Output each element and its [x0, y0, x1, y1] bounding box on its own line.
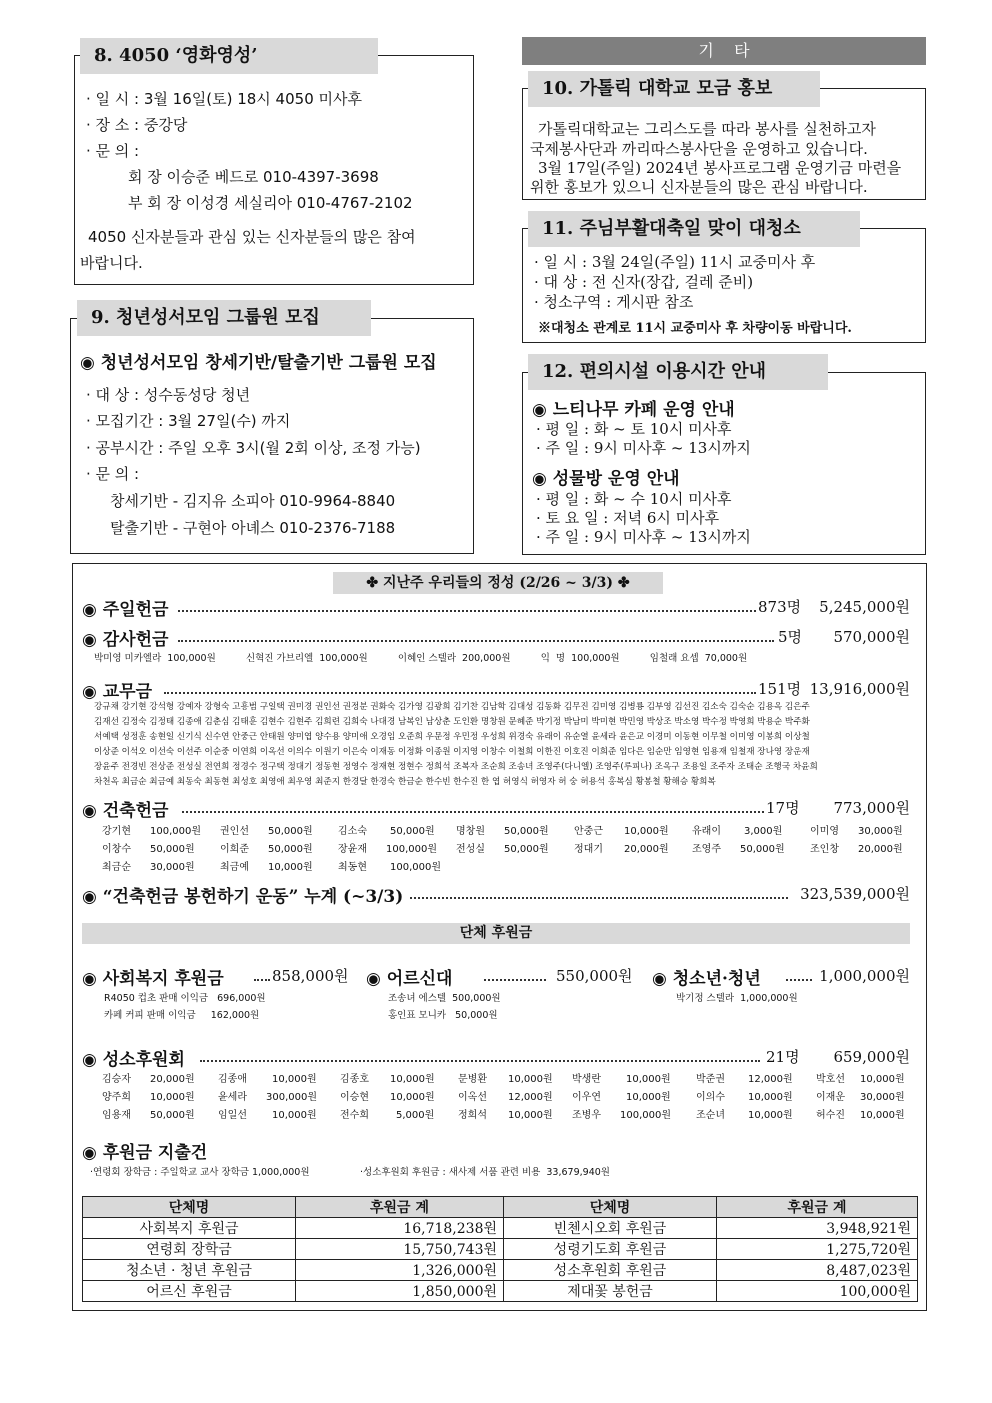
table-cell: 사회복지 후원금 [83, 1218, 296, 1239]
table-cell: 8,487,023원 [717, 1260, 918, 1281]
vocation-support-amount: 659,000원 [833, 1048, 910, 1066]
thanks-offering-leader [178, 640, 774, 642]
s10-line-4: 위한 홍보가 있으니 신자분들의 많은 관심 바랍니다. [530, 178, 868, 196]
donor-name: 김종애 [218, 1074, 247, 1085]
donor-name: 임일선 [218, 1110, 247, 1121]
etc-header-label: 기 타 [698, 41, 750, 60]
donor-name: 안중근 [574, 826, 603, 837]
vocation-support-label: ◉ 성소후원회 [82, 1050, 185, 1070]
donor-name: 조순녀 [696, 1110, 725, 1121]
donor-name: 정희석 [458, 1110, 487, 1121]
donor-amount: 10,000원 [626, 1074, 671, 1085]
s9-subheading: ◉ 청년성서모임 창세기반/탈출기반 그룹원 모집 [80, 353, 437, 373]
donor-amount: 10,000원 [272, 1074, 317, 1085]
s10-line-2: 국제봉사단과 까리따스봉사단을 운영하고 있습니다. [530, 140, 868, 158]
s9-target: · 대 상 : 성수동성당 청년 [86, 386, 251, 404]
table-row [83, 1260, 918, 1281]
youth-detail-1: 박기정 스텔라 1,000,000원 [676, 993, 798, 1004]
donor-name: 박호선 [816, 1074, 845, 1085]
table-cell: 1,275,720원 [717, 1239, 918, 1260]
table-header: 후원금 계 [717, 1197, 918, 1218]
vocation-support-count: 21명 [766, 1048, 800, 1066]
donor-amount: 50,000원 [268, 844, 313, 855]
section-12-title: 12. 편의시설 이용시간 안내 [528, 354, 828, 390]
campaign-label: ◉ “건축헌금 봉헌하기 운동” 누계 (~3/3) [82, 887, 404, 907]
building-offering-leader [182, 811, 764, 813]
donor-amount: 100,000원 [150, 826, 202, 837]
thanks-offering-label: ◉ 감사헌금 [82, 630, 169, 650]
sunday-offering-leader [178, 610, 756, 612]
donor-amount: 12,000원 [508, 1092, 553, 1103]
donor-name: 양주희 [102, 1092, 131, 1103]
donor-name: 유래이 [692, 826, 721, 837]
donor-name: 박준권 [696, 1074, 725, 1085]
s8-date: · 일 시 : 3월 16일(토) 18시 4050 미사후 [86, 90, 362, 108]
donor-amount: 10,000원 [390, 1074, 435, 1085]
donor-amount: 50,000원 [150, 844, 195, 855]
table-header-row [83, 1197, 918, 1218]
donor-name: 김종호 [340, 1074, 369, 1085]
donor-amount: 50,000원 [390, 826, 435, 837]
donor-name: 장윤재 [338, 844, 367, 855]
donor-amount: 20,000원 [150, 1074, 195, 1085]
donor-name: 김승자 [102, 1074, 131, 1085]
donor-name: 이우연 [572, 1092, 601, 1103]
donor-name: 최동현 [338, 862, 367, 873]
s12-shop-weekday: · 평 일 : 화 ~ 수 10시 미사후 [536, 490, 732, 508]
youth-amount: 1,000,000원 [819, 967, 910, 985]
elder-detail-2: 홍인표 모니카 50,000원 [388, 1010, 498, 1021]
donor-amount: 10,000원 [150, 1092, 195, 1103]
table-cell: 성령기도회 후원금 [504, 1239, 717, 1260]
table-cell: 3,948,921원 [717, 1218, 918, 1239]
table-row [83, 1281, 918, 1302]
campaign-leader [410, 897, 788, 899]
thanks-offering-amount: 570,000원 [833, 628, 910, 646]
table-row [83, 1218, 918, 1239]
donor-name: 박생란 [572, 1074, 601, 1085]
s11-area: · 청소구역 : 게시판 참조 [534, 293, 694, 311]
sunday-offering-amount: 5,245,000원 [819, 598, 910, 616]
donor-name: 이옥선 [458, 1092, 487, 1103]
parish-due-label: ◉ 교무금 [82, 682, 153, 702]
campaign-amount: 323,539,000원 [800, 885, 910, 903]
building-donor-grid [102, 822, 912, 878]
s9-period: · 모집기간 : 3월 27일(수) 까지 [86, 412, 291, 430]
donor-name: 조병우 [572, 1110, 601, 1121]
section-11-title: 11. 주님부활대축일 맞이 대청소 [528, 211, 860, 247]
donor-name: 임용재 [102, 1110, 131, 1121]
donor-amount: 10,000원 [860, 1074, 905, 1085]
table-cell: 15,750,743원 [296, 1239, 504, 1260]
donor-name: 이희준 [220, 844, 249, 855]
parish-names-line: 장윤주 전경빈 전상준 전성실 전연희 정경수 정구택 정대기 정동현 정영수 정재현 정현수 정희석 조복자 조순희 조송녀 조영주(다니엘) 조영주(루피나) 조옥구 조용일 조주자 조태순 조행국 차윤희 [94, 762, 818, 772]
donor-name: 문병환 [458, 1074, 487, 1085]
donor-name: 명창원 [456, 826, 485, 837]
table-header: 단체명 [504, 1197, 717, 1218]
parish-due-names [94, 700, 904, 790]
sunday-offering-label: ◉ 주일헌금 [82, 600, 169, 620]
donor-name: 최금예 [220, 862, 249, 873]
s11-target: · 대 상 : 전 신자(장갑, 걸레 준비) [534, 273, 754, 291]
parish-due-leader [164, 692, 756, 694]
donor-amount: 10,000원 [748, 1110, 793, 1121]
expense-detail-1: ·연령회 장학금 : 주일학교 교사 장학금 1,000,000원 [90, 1167, 310, 1178]
donor-amount: 300,000원 [266, 1092, 318, 1103]
welfare-leader [254, 979, 270, 981]
donor-name: 최금순 [102, 862, 131, 873]
table-cell: 16,718,238원 [296, 1218, 504, 1239]
table-header: 후원금 계 [296, 1197, 504, 1218]
table-cell: 1,326,000원 [296, 1260, 504, 1281]
s11-note: ※대청소 관계로 11시 교중미사 후 차량이동 바랍니다. [538, 321, 852, 336]
donor-amount: 100,000원 [390, 862, 442, 873]
s12-cafe-sunday: · 주 일 : 9시 미사후 ~ 13시까지 [536, 439, 751, 457]
table-cell: 빈첸시오회 후원금 [504, 1218, 717, 1239]
youth-label: ◉ 청소년·청년 [652, 969, 761, 989]
donor-name: 이미영 [810, 826, 839, 837]
donor-amount: 50,000원 [268, 826, 313, 837]
donor-name: 조인창 [810, 844, 839, 855]
donor-amount: 10,000원 [268, 862, 313, 873]
elder-label: ◉ 어르신대 [366, 969, 453, 989]
donor-name: 이의수 [696, 1092, 725, 1103]
youth-leader [786, 979, 812, 981]
elder-leader [484, 979, 546, 981]
parish-names-line: 이상준 이석오 이선숙 이선주 이순중 이연희 이옥선 이의수 이원기 이은숙 이재동 이정화 이종원 이지영 이창수 이철희 이한진 이호진 이희준 임다은 임순만 임영현 임용재 임철재 장나영 장운재 [94, 747, 810, 757]
section-9-title: 9. 청년성서모임 그룹원 모집 [77, 300, 371, 336]
s12-cafe-weekday: · 평 일 : 화 ~ 토 10시 미사후 [536, 420, 732, 438]
s9-study-time: · 공부시간 : 주일 오후 3시(월 2회 이상, 조정 가능) [86, 439, 421, 457]
donor-amount: 30,000원 [860, 1092, 905, 1103]
donor-amount: 3,000원 [744, 826, 783, 837]
s8-para-2: 바랍니다. [80, 254, 143, 272]
parish-names-line: 강규채 강기현 강석형 강예자 강형숙 고흥범 구일택 권미경 권인선 권정분 권화숙 김가영 김광희 김기찬 김남학 김대성 김동화 김무진 김미영 김병룡 김부영 김선진 김소숙 김숙순 김용옥 김은주 [94, 702, 810, 712]
donor-amount: 30,000원 [150, 862, 195, 873]
s12-shop-sunday: · 주 일 : 9시 미사후 ~ 13시까지 [536, 528, 751, 546]
welfare-amount: 858,000원 [272, 967, 349, 985]
donor-amount: 10,000원 [272, 1110, 317, 1121]
donor-amount: 5,000원 [396, 1110, 435, 1121]
donor-amount: 30,000원 [858, 826, 903, 837]
donor-amount: 10,000원 [508, 1110, 553, 1121]
expense-label: ◉ 후원금 지출건 [82, 1143, 208, 1163]
s8-para-1: 4050 신자분들과 관심 있는 신자분들의 많은 참여 [88, 228, 416, 246]
donor-amount: 10,000원 [508, 1074, 553, 1085]
donor-amount: 20,000원 [858, 844, 903, 855]
table-cell: 성소후원회 후원금 [504, 1260, 717, 1281]
donor-name: 김소숙 [338, 826, 367, 837]
donor-name: 권인선 [220, 826, 249, 837]
parish-names-line: 차천옥 최금순 최금예 최동숙 최동현 최성호 최영애 최우영 최준지 한경달 한경숙 한금순 한수빈 한수진 한 엽 허영식 허영자 허 숭 허용석 홍복심 황봉철 황해승 황희복 [94, 777, 716, 787]
donor-name: 조영주 [692, 844, 721, 855]
building-offering-count: 17명 [766, 799, 800, 817]
donor-name: 전성실 [456, 844, 485, 855]
donor-amount: 10,000원 [624, 826, 669, 837]
donor-name: 이재운 [816, 1092, 845, 1103]
group-title: 단체 후원금 [459, 925, 533, 941]
donor-amount: 50,000원 [740, 844, 785, 855]
s8-contact-vice: 부 회 장 이성경 세실리아 010-4767-2102 [128, 194, 413, 212]
table-cell: 연령회 장학금 [83, 1239, 296, 1260]
s9-contact-genesis: 창세기반 - 김지유 소피아 010-9964-8840 [110, 492, 396, 510]
donor-name: 전수희 [340, 1110, 369, 1121]
table-cell: 1,850,000원 [296, 1281, 504, 1302]
section-8-title: 8. 4050 ‘영화영성’ [80, 38, 378, 74]
parish-names-line: 김재선 김정숙 김정태 김종애 김춘심 김태훈 김현수 김현주 김희련 김희숙 나대경 남복인 남상춘 도인환 명창원 문혜준 박기정 박남미 박미현 박민영 박상조 박소영 박수정 박영희 박용순 박주화 [94, 717, 810, 727]
donor-amount: 10,000원 [390, 1092, 435, 1103]
welfare-detail-2: 카페 커피 판매 이익금 162,000원 [104, 1010, 260, 1021]
donor-amount: 50,000원 [150, 1110, 195, 1121]
donor-amount: 20,000원 [624, 844, 669, 855]
offerings-title: ✤ 지난주 우리들의 정성 (2/26 ~ 3/3) ✤ [366, 575, 630, 591]
donor-amount: 12,000원 [748, 1074, 793, 1085]
s8-contact: · 문 의 : [86, 142, 140, 160]
sunday-offering-count: 873명 [758, 598, 802, 616]
thanks-offering-count: 5명 [778, 628, 803, 646]
table-cell: 어르신 후원금 [83, 1281, 296, 1302]
donor-amount: 10,000원 [748, 1092, 793, 1103]
section-10-title: 10. 가톨릭 대학교 모금 홍보 [528, 71, 820, 107]
group-totals-table [82, 1196, 918, 1302]
donor-name: 허수진 [816, 1110, 845, 1121]
donor-name: 이승현 [340, 1092, 369, 1103]
expense-detail-2: ·성소후원회 후원금 : 새사제 서품 관련 비용 33,679,940원 [360, 1167, 610, 1178]
s8-contact-president: 회 장 이승준 베드로 010-4397-3698 [128, 168, 379, 186]
donor-amount: 50,000원 [504, 826, 549, 837]
elder-amount: 550,000원 [556, 967, 633, 985]
donor-name: 윤세라 [218, 1092, 247, 1103]
donor-name: 강기현 [102, 826, 131, 837]
building-offering-label: ◉ 건축헌금 [82, 801, 169, 821]
s8-place: · 장 소 : 중강당 [86, 116, 188, 134]
donor-amount: 100,000원 [386, 844, 438, 855]
welfare-label: ◉ 사회복지 후원금 [82, 969, 224, 989]
s12-shop-heading: ◉ 성물방 운영 안내 [532, 469, 680, 489]
elder-detail-1: 조송녀 에스텔 500,000원 [388, 993, 501, 1004]
parish-due-amount: 13,916,000원 [809, 680, 910, 698]
building-offering-amount: 773,000원 [833, 799, 910, 817]
welfare-detail-1: R4050 컵초 판매 이익금 696,000원 [104, 993, 266, 1004]
vocation-donor-grid [102, 1070, 912, 1126]
s9-contact-exodus: 탈출기반 - 구현아 아녜스 010-2376-7188 [110, 519, 396, 537]
s11-date: · 일 시 : 3월 24일(주일) 11시 교중미사 후 [534, 253, 816, 271]
thanks-offering-detail: 박미영 미카엘라 100,000원 신혁진 가브리엘 100,000원 이혜인 스텔라 200,000원 익 명 100,000원 임철래 요셉 70,000원 [94, 653, 748, 664]
table-header: 단체명 [83, 1197, 296, 1218]
donor-name: 이창수 [102, 844, 131, 855]
table-row [83, 1239, 918, 1260]
donor-amount: 100,000원 [620, 1110, 672, 1121]
s10-line-3: 3월 17일(주일) 2024년 봉사프로그램 운영기금 마련을 [538, 159, 902, 177]
donor-amount: 10,000원 [860, 1110, 905, 1121]
table-cell: 100,000원 [717, 1281, 918, 1302]
table-cell: 제대꽃 봉헌금 [504, 1281, 717, 1302]
s12-cafe-heading: ◉ 느티나무 카페 운영 안내 [532, 400, 735, 420]
donor-amount: 50,000원 [504, 844, 549, 855]
parish-names-line: 서예택 성정훈 송현일 신기식 신수연 안중근 안태원 양미엽 양수용 양미애 오경임 오준희 우문정 우민정 우성희 위경숙 유래이 유순열 윤세라 윤은교 이경미 이동현 이무철 이미영 이봉희 이상철 [94, 732, 810, 742]
donor-name: 정대기 [574, 844, 603, 855]
table-cell: 청소년 · 청년 후원금 [83, 1260, 296, 1281]
vocation-support-leader [200, 1060, 760, 1062]
s12-shop-saturday: · 토 요 일 : 저녁 6시 미사후 [536, 509, 720, 527]
s10-line-1: 가톨릭대학교는 그리스도를 따라 봉사를 실천하고자 [538, 120, 876, 138]
s9-contact: · 문 의 : [86, 465, 140, 483]
parish-due-count: 151명 [758, 680, 802, 698]
donor-amount: 10,000원 [626, 1092, 671, 1103]
